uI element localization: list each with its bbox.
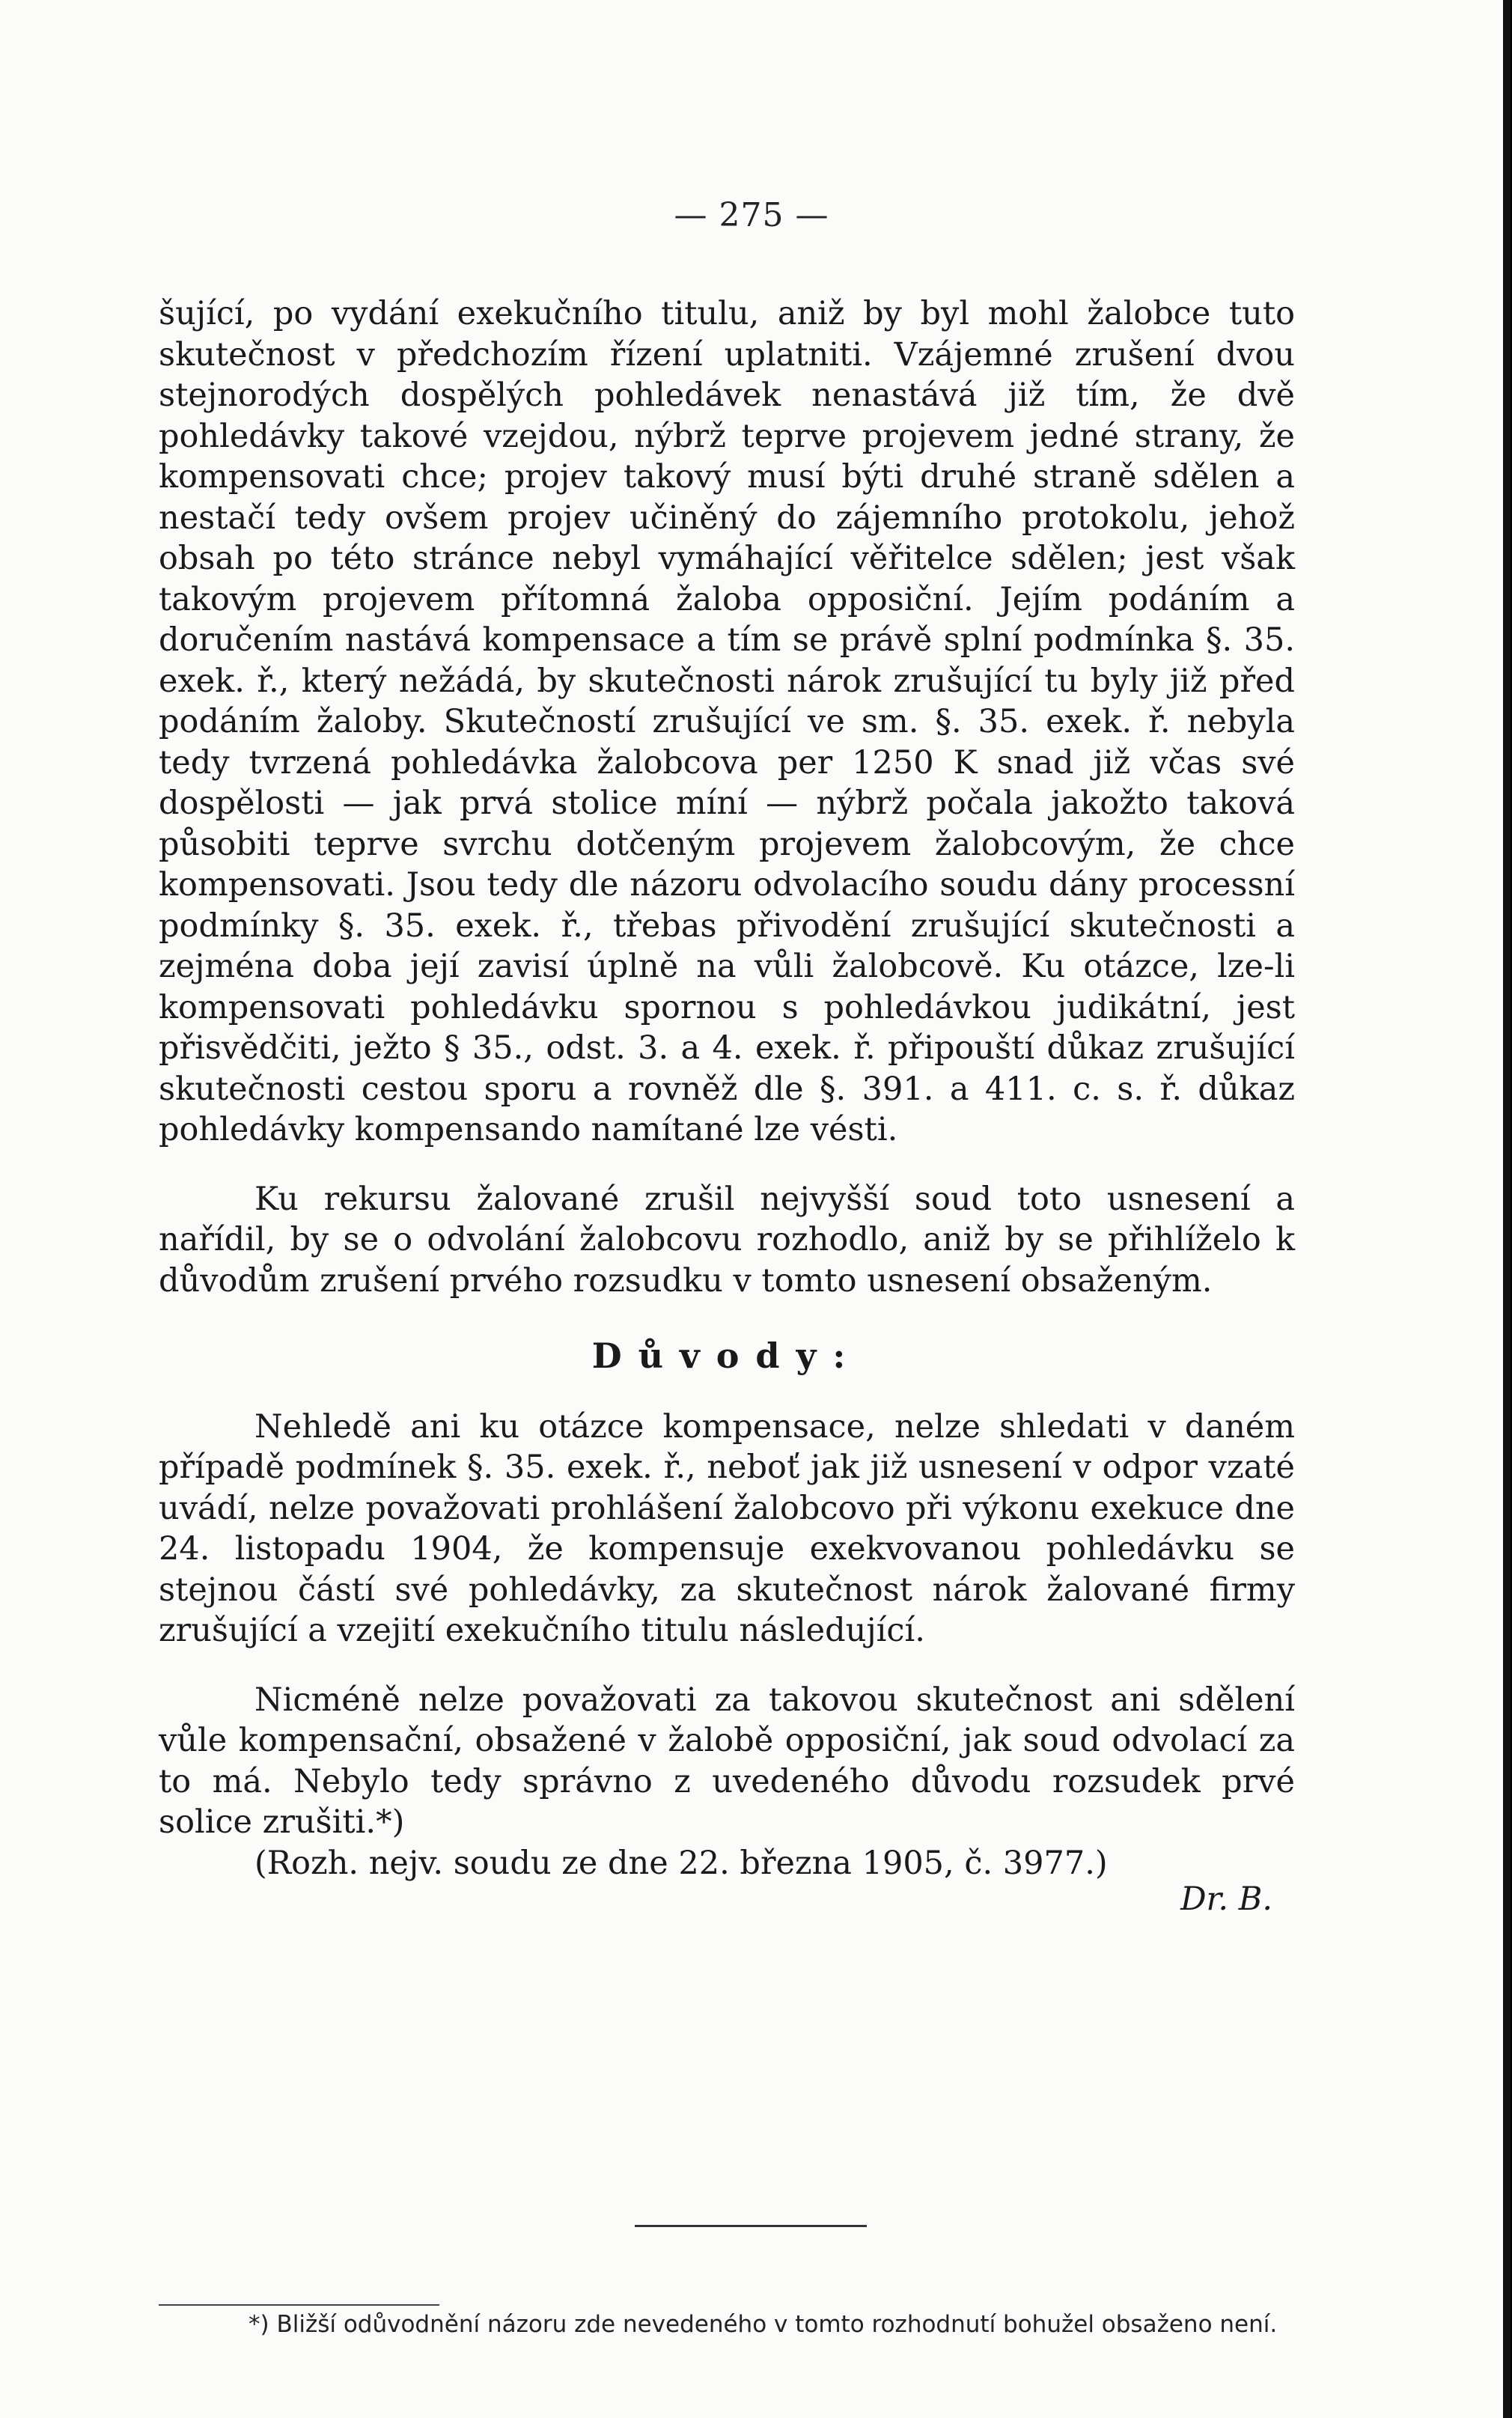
author-signature: Dr. B. bbox=[1180, 1881, 1272, 1918]
section-heading: Důvody: bbox=[591, 1336, 862, 1376]
decision-citation: (Rozh. nejv. soudu ze dne 22. března 1905, č. 3977.) bbox=[254, 1844, 1108, 1882]
paragraph-reason-1: Nehledě ani ku otázce kompensace, nelze shledati v daném případě podmínek §. 35. exek. ř., neboť jak již usnesení v odpor vzaté uvádí, nelze považovati prohlášení žalobcovo při výkonu exekuce dne 24. listopadu 1904, že kompensuje exekvovanou pohledávku se stejnou částí své pohledávky, za skutečnost nárok žalované firmy zrušující a vzejití exekučního titulu následující. bbox=[159, 1407, 1295, 1649]
paragraph-rekurs: Ku rekursu žalované zrušil nejvyšší soud toto usnesení a nařídil, by se o odvolání žalobcovu rozhodlo, aniž by se přihlíželo k důvodům zrušení prvého rozsudku v tomto usnesení obsaženým. bbox=[159, 1180, 1295, 1300]
body-text bbox=[159, 293, 1295, 1920]
end-divider bbox=[635, 2225, 867, 2227]
footnote: *) Bližší odůvodnění názoru zde nevedeného v tomto rozhodnutí bohužel obsaženo není. bbox=[249, 2311, 1278, 2338]
footnote-divider bbox=[159, 2304, 439, 2306]
paragraph-continuation: šující, po vydání exekučního titulu, aniž by byl mohl žalobce tuto skutečnost v předchozím řízení uplatniti. Vzájemné zrušení dvou stejnorodých dospělých pohledávek nenastává již tím, že dvě pohledávky takové vzejdou, nýbrž teprve projevem jedné strany, že kompensovati chce; projev takový musí býti druhé straně sdělen a nestačí tedy ovšem projev učiněný do zájemního protokolu, jehož obsah po této stránce nebyl vymáhající věřitelce sdělen; jest však takovým projevem přítomná žaloba opposiční. Jejím podáním a doručením nastává kompensace a tím se právě splní podmínka §. 35. exek. ř., který nežádá, by skutečnosti nárok zrušující tu byly již před podáním žaloby. Skutečností zrušující ve sm. §. 35. exek. ř. nebyla tedy tvrzená pohledávka žalobcova per 1250 K snad již včas své dospělosti — jak prvá stolice míní — nýbrž počala jakožto taková působiti teprve svrchu dotčeným projevem žalobcovým, že chce kompensovati. Jsou tedy dle názoru odvolacího soudu dány processní podmínky §. 35. exek. ř., třebas přivodění zrušující skutečnosti a zejména doba její zavisí úplně na vůli žalobcově. Ku otázce, lze-li kompensovati pohledávku spornou s pohledávkou judikátní, jest přisvědčiti, ježto § 35., odst. 3. a 4. exek. ř. připouští důkaz zrušující skutečnosti cestou sporu a rovněž dle §. 391. a 411. c. s. ř. důkaz pohledávky kompensando namítané lze vésti. bbox=[159, 295, 1295, 1148]
paragraph-reason-2: Nicméně nelze považovati za takovou skutečnost ani sdělení vůle kompensační, obsažené v žalobě opposiční, jak soud odvolací za to má. Nebylo tedy správno z uvedeného důvodu rozsudek prvé solice zrušiti.*) bbox=[159, 1681, 1295, 1841]
page-number: — 275 — bbox=[674, 196, 829, 234]
